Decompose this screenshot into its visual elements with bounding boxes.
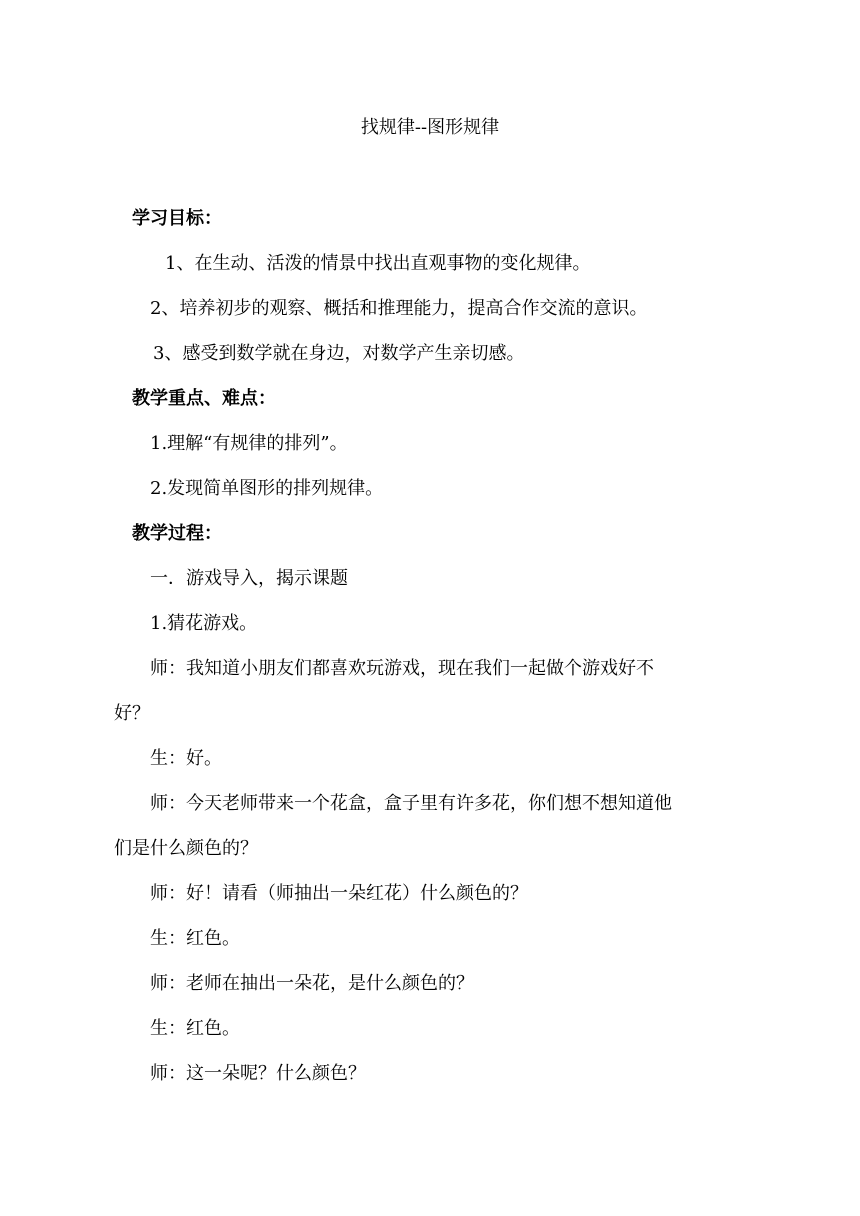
process-line: 师：好！请看（师抽出一朵红花）什么颜色的？ — [150, 883, 528, 904]
key-point-item-2: 2.发现简单图形的排列规律。 — [150, 478, 384, 499]
process-line: 1.猜花游戏。 — [150, 613, 258, 634]
key-points-heading: 教学重点、难点： — [132, 388, 276, 409]
process-line: 师：我知道小朋友们都喜欢玩游戏，现在我们一起做个游戏好不 — [150, 658, 654, 679]
objectives-heading: 学习目标： — [132, 208, 222, 229]
objective-item-3: 3、感受到数学就在身边，对数学产生亲切感。 — [153, 343, 525, 364]
key-point-item-1: 1.理解“有规律的排列”。 — [150, 433, 348, 454]
process-line: 们是什么颜色的？ — [114, 838, 258, 859]
process-line: 生：好。 — [150, 748, 222, 769]
process-line: 师：这一朵呢？什么颜色？ — [150, 1063, 366, 1084]
process-line: 师：老师在抽出一朵花，是什么颜色的？ — [150, 973, 474, 994]
process-line: 好？ — [114, 703, 150, 724]
process-line: 一．游戏导入，揭示课题 — [150, 568, 348, 589]
objective-item-2: 2、培养初步的观察、概括和推理能力，提高合作交流的意识。 — [150, 298, 648, 319]
process-line: 师：今天老师带来一个花盒，盒子里有许多花，你们想不想知道他 — [150, 793, 672, 814]
process-heading: 教学过程： — [132, 523, 222, 544]
document-title: 找规律--图形规律 — [360, 117, 500, 138]
objective-item-1: 1、在生动、活泼的情景中找出直观事物的变化规律。 — [165, 253, 591, 274]
process-line: 生：红色。 — [150, 928, 240, 949]
process-line: 生：红色。 — [150, 1018, 240, 1039]
